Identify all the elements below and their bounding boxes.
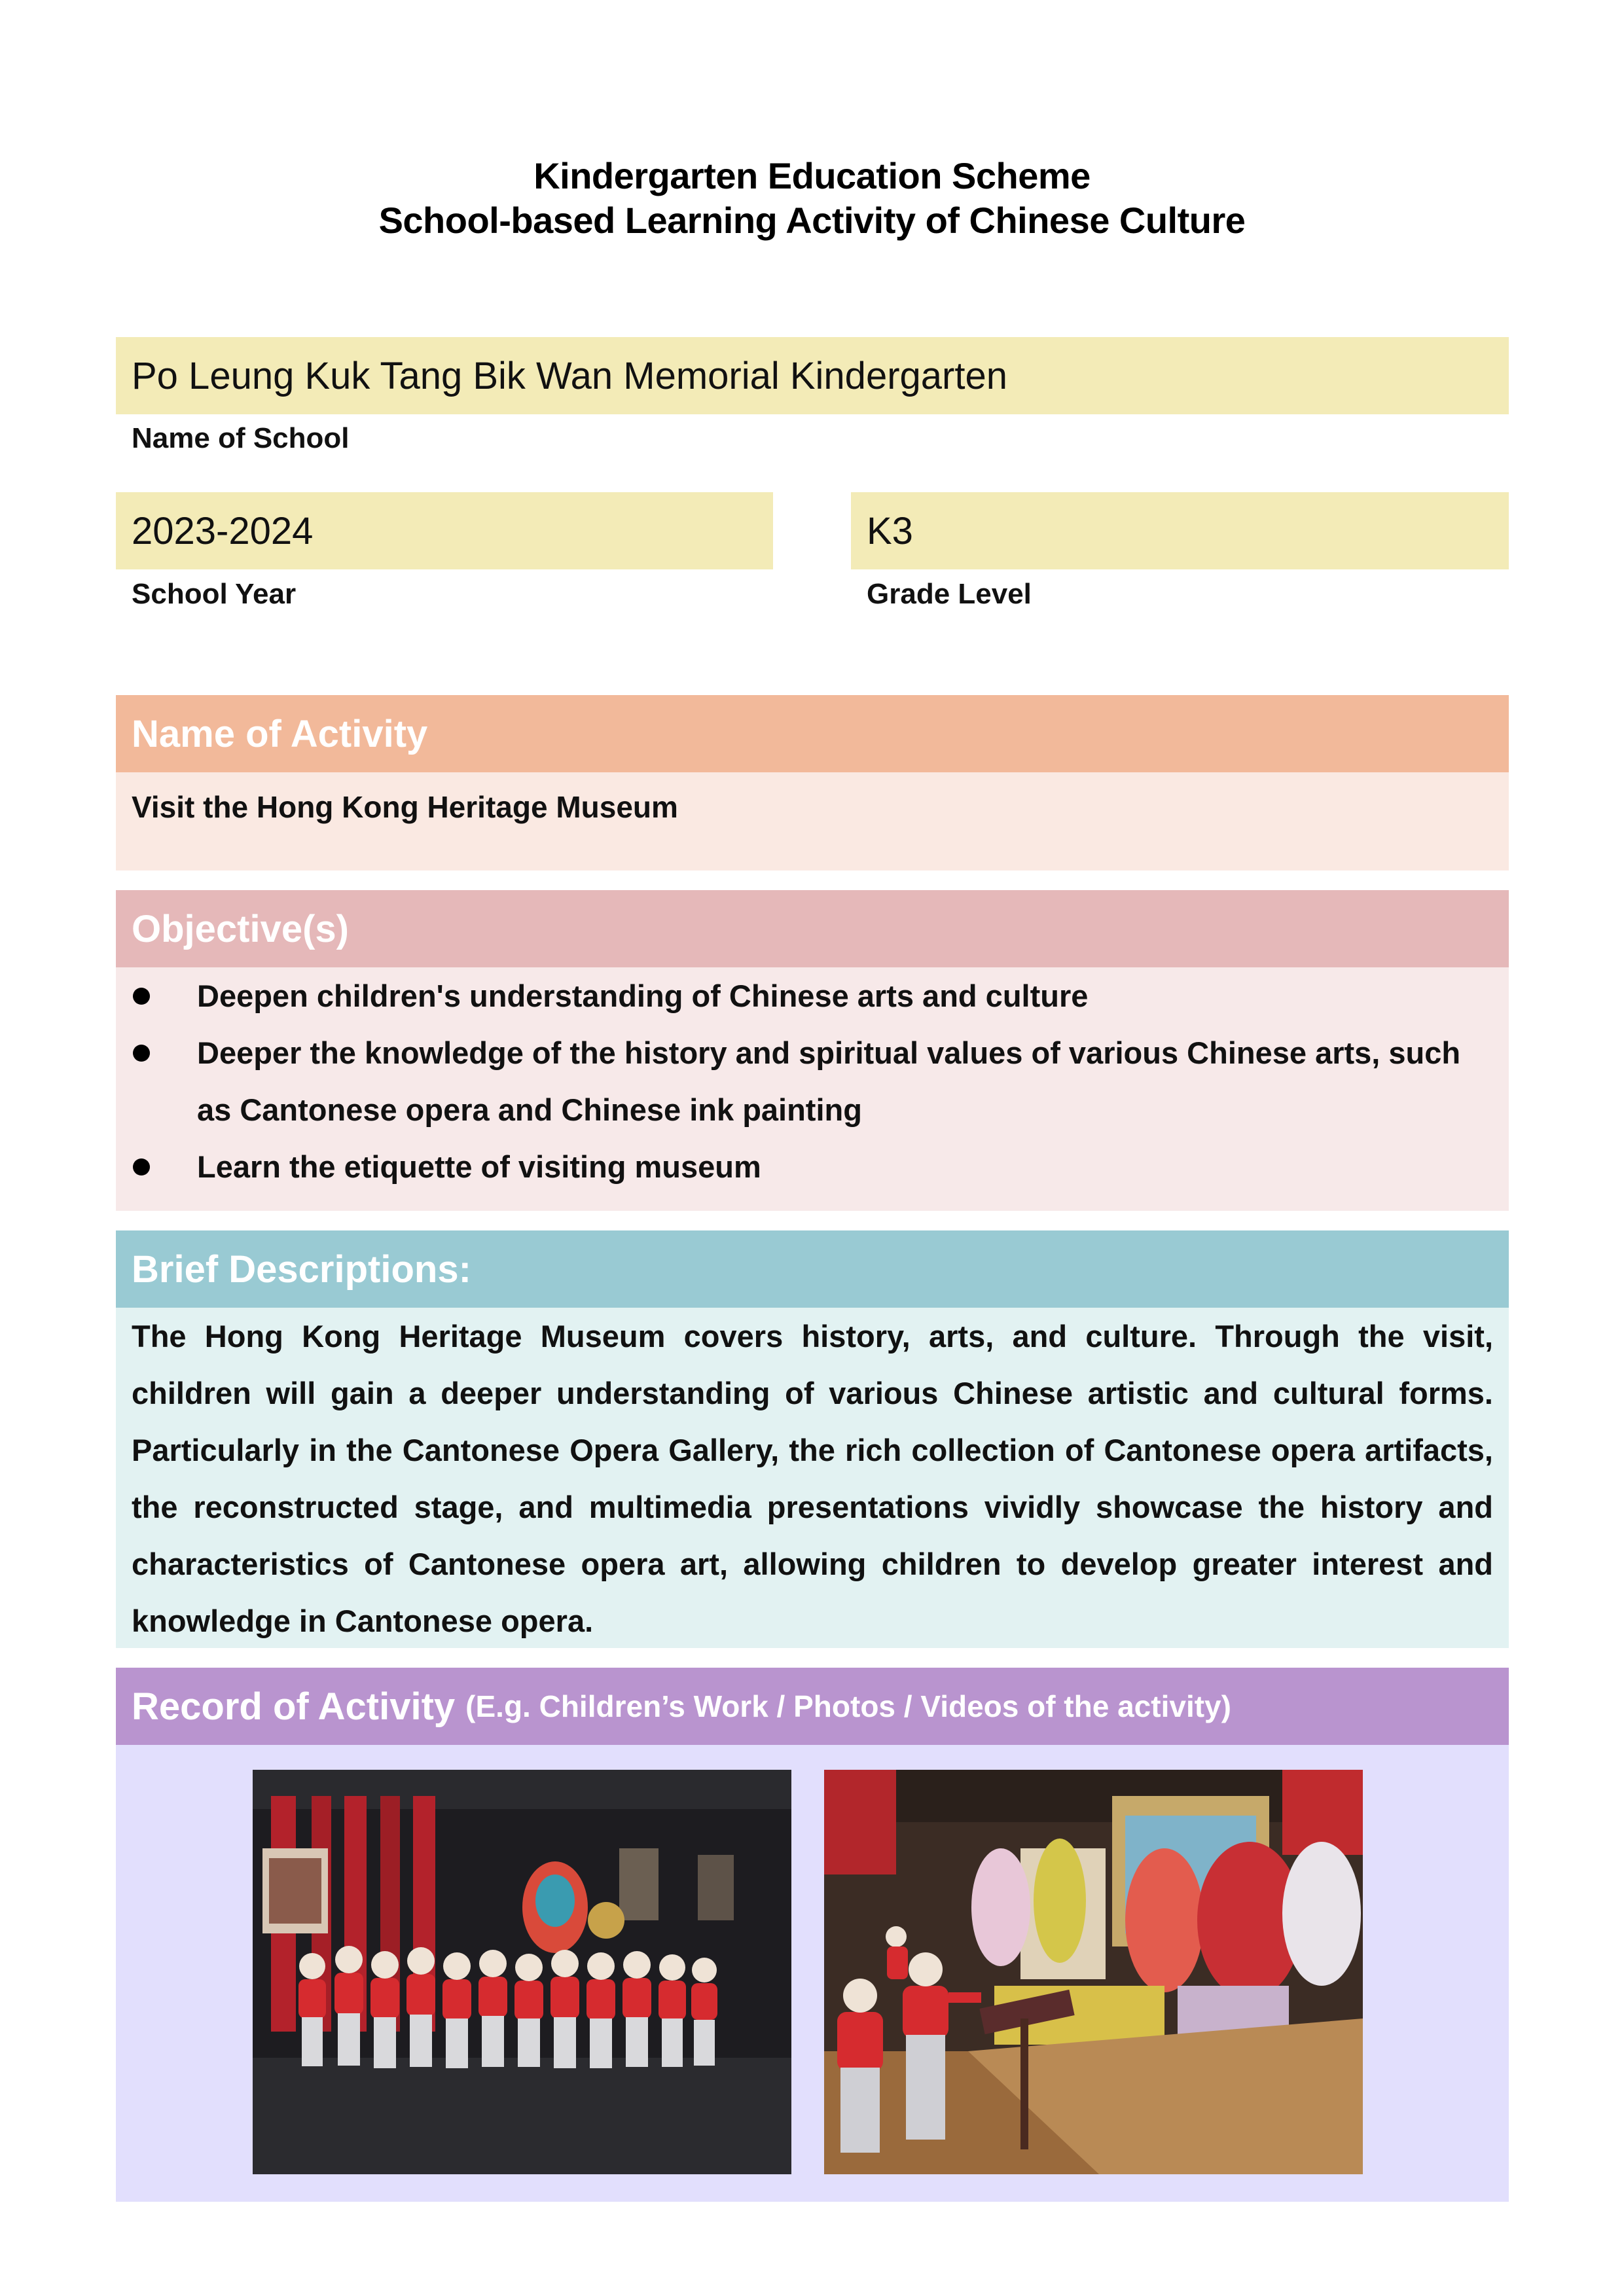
school-year-label: School Year — [132, 578, 297, 610]
grade-level-field — [851, 492, 1509, 569]
record-section-body — [116, 1745, 1509, 2202]
school-name-value: Po Leung Kuk Tang Bik Wan Memorial Kindergarten — [132, 354, 1007, 397]
school-name-label: Name of School — [132, 422, 350, 454]
activity-section-heading — [116, 695, 1509, 772]
objective-text: Learn the etiquette of visiting museum — [197, 1149, 761, 1184]
objectives-section-body — [116, 967, 1509, 1211]
objective-item — [116, 1138, 1509, 1195]
record-heading-text: Record of Activity — [132, 1685, 456, 1728]
objective-text: Deepen children's understanding of Chinese arts and culture — [197, 978, 1089, 1013]
activity-heading-text: Name of Activity — [132, 712, 428, 755]
record-heading-note: (E.g. Children’s Work / Photos / Videos of the activity) — [465, 1689, 1231, 1723]
title-line-1: Kindergarten Education Scheme — [533, 155, 1091, 196]
record-section-heading — [116, 1668, 1509, 1745]
objectives-heading-text: Objective(s) — [132, 907, 349, 950]
activity-photo-opera-stage — [824, 1770, 1363, 2174]
description-heading-text: Brief Descriptions: — [132, 1247, 471, 1291]
objective-item — [116, 967, 1509, 1024]
description-section-heading — [116, 1230, 1509, 1308]
grade-level-value: K3 — [867, 509, 913, 552]
activity-name: Visit the Hong Kong Heritage Museum — [132, 790, 678, 824]
school-year-field — [116, 492, 773, 569]
activity-section-body — [116, 772, 1509, 870]
document-title — [0, 154, 1624, 243]
objective-item — [116, 1024, 1509, 1138]
photo-children-costume-display — [253, 1770, 791, 2174]
description-section-body — [116, 1308, 1509, 1648]
bullet-icon — [133, 1045, 150, 1062]
activity-photo-group — [253, 1770, 791, 2174]
objective-text: Deeper the knowledge of the history and spiritual values of various Chinese arts, such as Cantonese opera and Chinese ink painting — [197, 1035, 1461, 1127]
bullet-icon — [133, 1158, 150, 1175]
bullet-icon — [133, 988, 150, 1005]
school-year-value: 2023-2024 — [132, 509, 314, 552]
objectives-section-heading — [116, 890, 1509, 967]
school-name-field — [116, 337, 1509, 414]
title-line-2: School-based Learning Activity of Chinese Culture — [378, 200, 1246, 241]
photo-opera-stage — [824, 1770, 1363, 2174]
grade-level-label: Grade Level — [867, 578, 1032, 610]
description-text: The Hong Kong Heritage Museum covers history, arts, and culture. Through the visit, children will gain a deeper understanding of various Chinese artistic and cultural forms. Particularly in the Cantonese Opera Gallery, the rich collection of Cantonese opera artifacts, the reconstructed stage, and multimedia presentations vividly showcase the history and characteristics of Cantonese opera art, allowing children to develop greater interest and knowledge in Cantonese opera. — [132, 1319, 1493, 1638]
